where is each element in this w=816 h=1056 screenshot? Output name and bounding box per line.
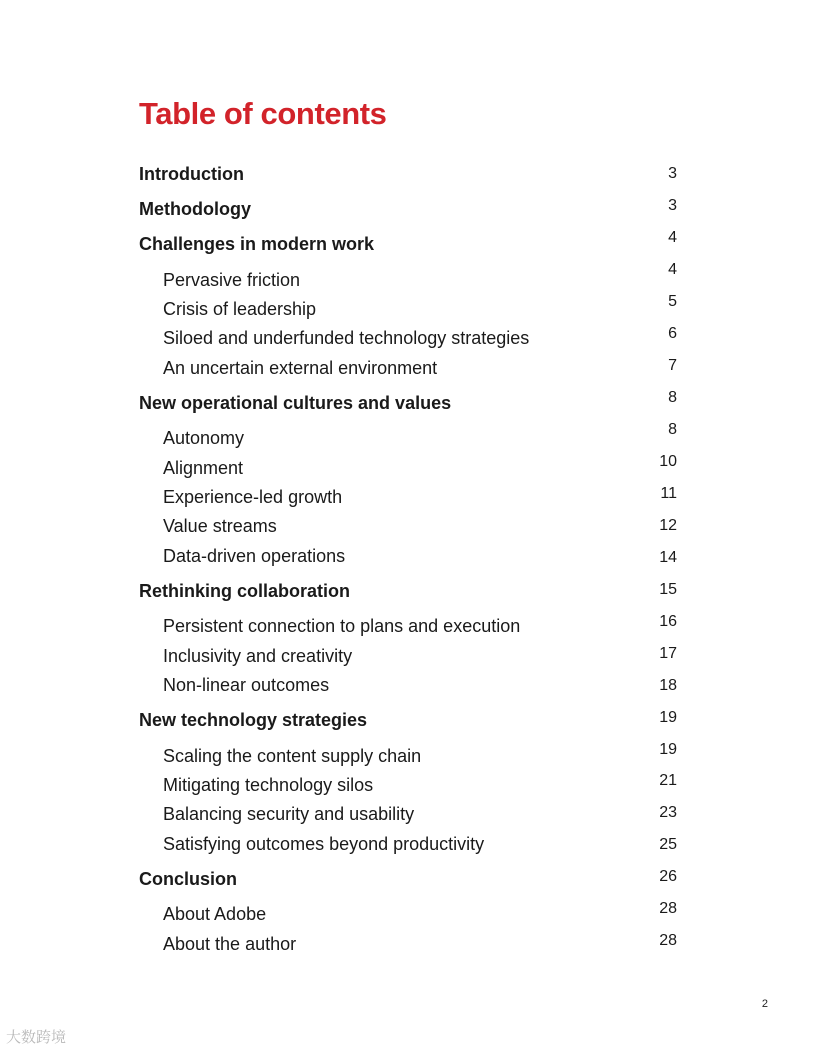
toc-entry-label: About Adobe — [163, 904, 267, 924]
toc-entry-page-number: 25 — [659, 836, 677, 853]
toc-entry-page-number: 4 — [668, 229, 677, 246]
toc-entry-page-number: 4 — [668, 261, 677, 278]
toc-entry-label: An uncertain external environment — [163, 358, 438, 378]
toc-entry-label: Scaling the content supply chain — [163, 746, 422, 766]
toc-entry-label: Crisis of leadership — [163, 299, 317, 319]
toc-entry-page-number: 18 — [659, 677, 677, 694]
toc-entry-page-number: 17 — [659, 645, 677, 662]
toc-entry-label: Autonomy — [163, 428, 245, 448]
toc-entry-label: Satisfying outcomes beyond productivity — [163, 834, 485, 854]
toc-entry-page-number: 15 — [659, 581, 677, 598]
toc-entry-label: Experience-led growth — [163, 487, 343, 507]
toc-entry-label: Mitigating technology silos — [163, 775, 374, 795]
toc-entry-page-number: 5 — [668, 293, 677, 310]
toc-entry-page-number: 12 — [659, 517, 677, 534]
toc-entry-label: Value streams — [163, 516, 277, 536]
toc-entry-label: Introduction — [139, 164, 244, 184]
toc-entry-page-number: 19 — [659, 741, 677, 758]
toc-entry-label: Challenges in modern work — [139, 234, 375, 254]
toc-entry-page-number: 28 — [659, 900, 677, 917]
toc-entry-label: Conclusion — [139, 869, 237, 889]
toc-entry-page-number: 23 — [659, 804, 677, 821]
toc-entry-label: Alignment — [163, 458, 244, 478]
toc-entry-page-number: 26 — [659, 868, 677, 885]
toc-entry-label: About the author — [163, 934, 297, 954]
toc-entry-page-number: 8 — [668, 421, 677, 438]
toc-entry-label: Pervasive friction — [163, 270, 301, 290]
toc-entry-label: New technology strategies — [139, 710, 368, 730]
toc-entry-page-number: 19 — [659, 709, 677, 726]
toc-entry-label: New operational cultures and values — [139, 393, 452, 413]
toc-entry-label: Inclusivity and creativity — [163, 646, 353, 666]
toc-entry-page-number: 8 — [668, 389, 677, 406]
toc-entry-label: Rethinking collaboration — [139, 581, 351, 601]
toc-entry-label: Data-driven operations — [163, 546, 346, 566]
page-number: 2 — [761, 998, 768, 1010]
toc-entry-label: Balancing security and usability — [163, 804, 415, 824]
toc-entry-page-number: 16 — [659, 613, 677, 630]
toc-entry-page-number: 3 — [668, 197, 677, 214]
toc-entry-page-number: 3 — [668, 165, 677, 182]
toc-entry-page-number: 7 — [668, 357, 677, 374]
toc-entry-page-number: 11 — [660, 485, 677, 502]
page-title: Table of contents — [139, 96, 387, 131]
toc-entry-label: Non-linear outcomes — [163, 675, 330, 695]
watermark: 大数跨境 — [6, 1029, 67, 1046]
toc-entry-page-number: 14 — [659, 549, 677, 566]
toc-entry-label: Persistent connection to plans and execution — [163, 616, 521, 636]
toc-entry-label: Methodology — [139, 199, 251, 219]
toc-entry-page-number: 10 — [659, 453, 677, 470]
toc-entry-page-number: 21 — [659, 772, 677, 789]
toc-entry-page-number: 28 — [659, 932, 677, 949]
toc-entry-label: Siloed and underfunded technology strategies — [163, 328, 530, 348]
toc-entry-page-number: 6 — [668, 325, 677, 342]
